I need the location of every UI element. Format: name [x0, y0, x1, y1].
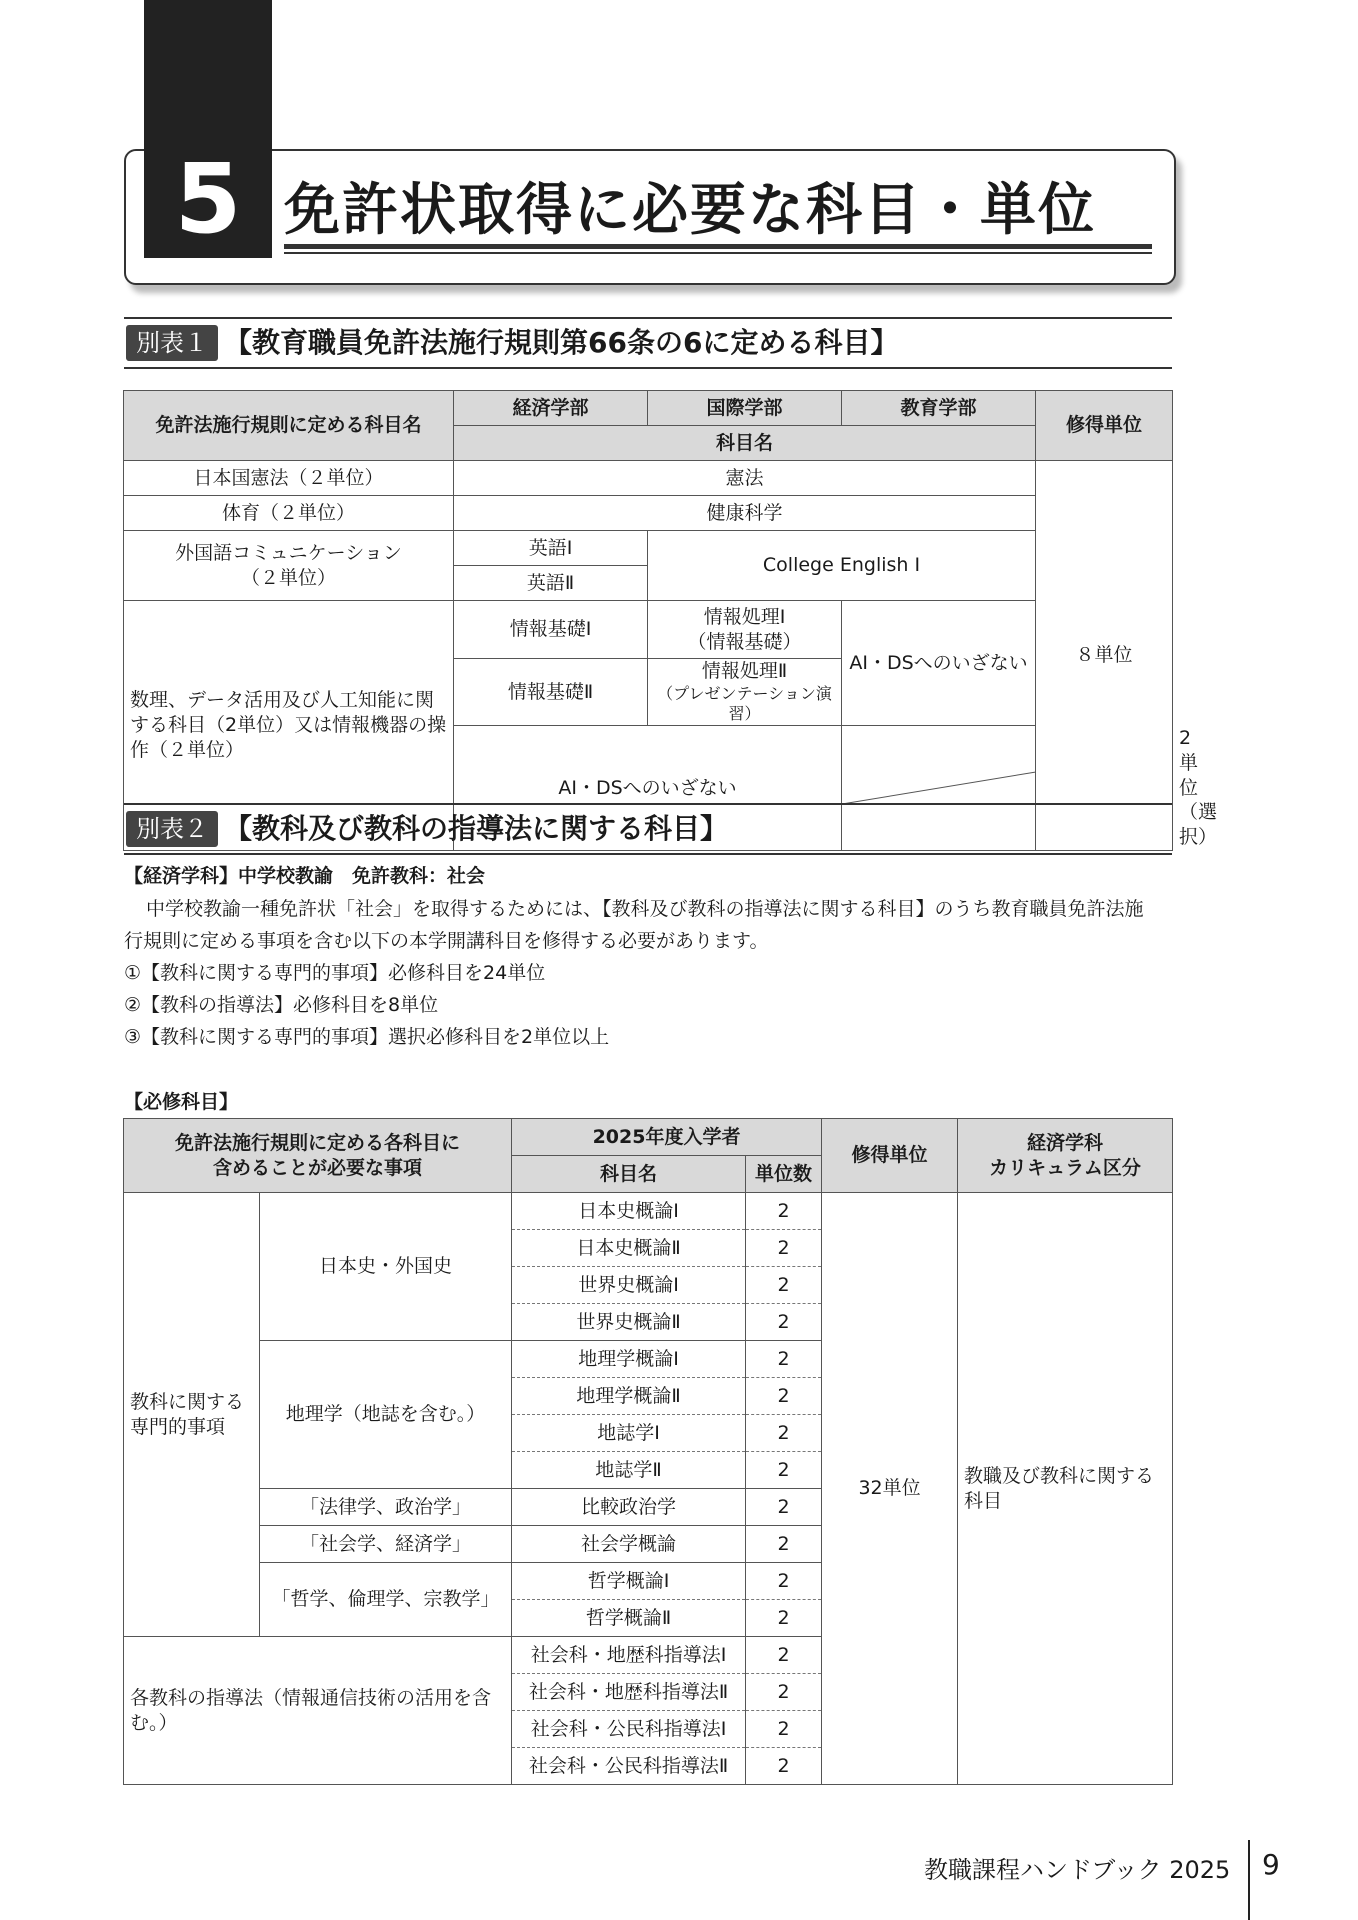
t1-subject-shori2-line1: 情報処理Ⅱ	[701, 660, 788, 682]
requirement-item: ②【教科の指導法】必修科目を8単位	[124, 994, 439, 1016]
t2-subject: 地誌学Ⅱ	[512, 1452, 746, 1489]
t1-subject-shori1-line2: （情報基礎）	[687, 630, 802, 653]
t1-header-rule: 免許法施行規則に定める科目名	[124, 391, 454, 461]
t1-rule-constitution: 日本国憲法（２単位）	[124, 461, 454, 496]
t2-subject: 地誌学Ⅰ	[512, 1415, 746, 1452]
t2-category-specialty: 教科に関する専門的事項	[124, 1193, 260, 1637]
t2-header-dept-line1: 経済学科	[1027, 1131, 1104, 1154]
t1-header-faculty: 教育学部	[842, 391, 1036, 426]
t1-rule-foreign-line1: 外国語コミュニケーション	[175, 541, 402, 564]
paragraph-line2: 行規則に定める事項を含む以下の本学開講科目を修得する必要があります。	[124, 930, 769, 952]
paragraph-line1: 中学校教諭一種免許状「社会」を取得するためには、【教科及び教科の指導法に関する科目】のうち教育職員免許法施	[146, 898, 1144, 920]
t1-header-subject: 科目名	[454, 426, 1036, 461]
section-2-title: 【教科及び教科の指導法に関する科目】	[224, 812, 729, 845]
t2-header-subject: 科目名	[512, 1156, 746, 1193]
t1-subject-kiso1: 情報基礎Ⅰ	[454, 601, 648, 659]
t2-subject: 世界史概論Ⅱ	[512, 1304, 746, 1341]
t2-units: 2	[746, 1452, 822, 1489]
t1-subject-kiso2: 情報基礎Ⅱ	[454, 659, 648, 726]
t2-units: 2	[746, 1378, 822, 1415]
t2-subject: 社会科・公民科指導法Ⅱ	[512, 1748, 746, 1785]
t2-units: 2	[746, 1304, 822, 1341]
chapter-title: 免許状取得に必要な科目・単位	[284, 178, 1096, 243]
t1-rule-pe: 体育（２単位）	[124, 496, 454, 531]
requirement-item: ③【教科に関する専門的事項】選択必修科目を2単位以上	[124, 1026, 610, 1048]
t2-credits: 32単位	[822, 1193, 958, 1785]
subhead: 【経済学科】中学校教諭 免許教科：社会	[124, 865, 486, 887]
t2-units: 2	[746, 1711, 822, 1748]
t1-credits-main: ８単位	[1036, 461, 1173, 851]
chapter-rule	[284, 244, 1152, 249]
section-2-badge: 別表２	[126, 811, 218, 847]
t1-subject-shori1-line1: 情報処理Ⅰ	[703, 605, 786, 628]
t2-units: 2	[746, 1748, 822, 1785]
t2-units: 2	[746, 1674, 822, 1711]
t2-group: 日本史・外国史	[260, 1193, 512, 1341]
t2-subject: 社会科・地歴科指導法Ⅰ	[512, 1637, 746, 1674]
t2-subject: 世界史概論Ⅰ	[512, 1267, 746, 1304]
t2-header-rule-line2: 含めることが必要な事項	[213, 1156, 423, 1179]
table-1: 免許法施行規則に定める科目名 経済学部 国際学部 教育学部 修得単位 科目名 日本国憲法（２単位） 憲法 ８単位 体育（２単位） 健康科学 外国語コミュニケーション （２単位） 英語Ⅰ College English I 英語Ⅱ 数理、データ活用及び人工知能に関する科目（2単位）又は情報機器の操作（２単位） 情報基礎Ⅰ 情報処理Ⅰ （情報基礎） AI・DSへのいざない 情報基礎Ⅱ 情報処理Ⅱ （プレゼンテーション演習） AI・DSへのいざない 2単位（選択）	[123, 390, 1173, 851]
t2-subject: 哲学概論Ⅱ	[512, 1600, 746, 1637]
section-2-header	[124, 803, 1172, 855]
t2-header-credits: 修得単位	[822, 1119, 958, 1193]
t1-subject-ai: AI・DSへのいざない	[842, 601, 1036, 726]
requirement-item: ①【教科に関する専門的事項】必修科目を24単位	[124, 962, 546, 984]
t2-subject: 社会科・公民科指導法Ⅰ	[512, 1711, 746, 1748]
t2-units: 2	[746, 1415, 822, 1452]
t2-units: 2	[746, 1193, 822, 1230]
t2-curriculum-category: 教職及び教科に関する科目	[958, 1193, 1173, 1785]
chapter-number: 5	[144, 140, 272, 258]
t1-header-faculty: 経済学部	[454, 391, 648, 426]
t2-units: 2	[746, 1637, 822, 1674]
chapter-rule-thin	[284, 252, 1152, 254]
t2-units: 2	[746, 1563, 822, 1600]
section-1-header	[124, 317, 1172, 369]
t1-rule-foreign-line2: （２単位）	[240, 566, 336, 589]
t2-header-rule-line1: 免許法施行規則に定める各科目に	[175, 1131, 461, 1154]
t1-rule-foreign	[124, 531, 454, 601]
t2-subject: 地理学概論Ⅱ	[512, 1378, 746, 1415]
t1-subject-constitution: 憲法	[454, 461, 1036, 496]
t1-subject-college-english: College English I	[648, 531, 1036, 601]
t1-rule-data: 数理、データ活用及び人工知能に関する科目（2単位）又は情報機器の操作（２単位）	[124, 601, 454, 851]
t2-units: 2	[746, 1267, 822, 1304]
t2-units: 2	[746, 1230, 822, 1267]
footer-title: 教職課程ハンドブック 2025	[924, 1856, 1231, 1884]
t2-subject: 日本史概論Ⅰ	[512, 1193, 746, 1230]
page-number: 9	[1262, 1848, 1280, 1881]
t2-units: 2	[746, 1341, 822, 1378]
t1-header-faculty: 国際学部	[648, 391, 842, 426]
section-1-title: 【教育職員免許法施行規則第66条の6に定める科目】	[224, 326, 899, 359]
t2-header-year: 2025年度入学者	[512, 1119, 822, 1156]
t2-subject: 日本史概論Ⅱ	[512, 1230, 746, 1267]
table-2	[123, 1118, 1173, 1785]
t1-subject-shori2-line2: （プレゼンテーション演習）	[657, 683, 832, 724]
diagonal-line	[842, 771, 1036, 805]
t1-subject-shori2	[648, 659, 842, 726]
t2-header-dept	[958, 1119, 1173, 1193]
t1-subject-shori1	[648, 601, 842, 659]
t2-header-rule	[124, 1119, 512, 1193]
t2-header-units: 単位数	[746, 1156, 822, 1193]
t1-subject-english1: 英語Ⅰ	[454, 531, 648, 566]
footer-separator	[1248, 1840, 1250, 1920]
t2-subject: 社会学概論	[512, 1526, 746, 1563]
t2-group: 「社会学、経済学」	[260, 1526, 512, 1563]
t2-group: 「哲学、倫理学、宗教学」	[260, 1563, 512, 1637]
t2-units: 2	[746, 1600, 822, 1637]
t2-units: 2	[746, 1526, 822, 1563]
section-1-badge: 別表１	[126, 325, 218, 361]
t1-header-credits: 修得単位	[1036, 391, 1173, 461]
t1-subject-pe: 健康科学	[454, 496, 1036, 531]
t2-subject: 地理学概論Ⅰ	[512, 1341, 746, 1378]
t1-subject-ai-bottom: AI・DSへのいざない	[454, 726, 842, 850]
t2-group: 地理学（地誌を含む。）	[260, 1341, 512, 1489]
t2-category-method: 各教科の指導法（情報通信技術の活用を含む。）	[124, 1637, 512, 1785]
t2-group: 「法律学、政治学」	[260, 1489, 512, 1526]
t2-subject: 比較政治学	[512, 1489, 746, 1526]
t2-subject: 社会科・地歴科指導法Ⅱ	[512, 1674, 746, 1711]
t2-units: 2	[746, 1489, 822, 1526]
t2-header-dept-line2: カリキュラム区分	[989, 1156, 1141, 1179]
t1-subject-english2: 英語Ⅱ	[454, 566, 648, 601]
t2-subject: 哲学概論Ⅰ	[512, 1563, 746, 1600]
required-label: 【必修科目】	[124, 1091, 239, 1113]
